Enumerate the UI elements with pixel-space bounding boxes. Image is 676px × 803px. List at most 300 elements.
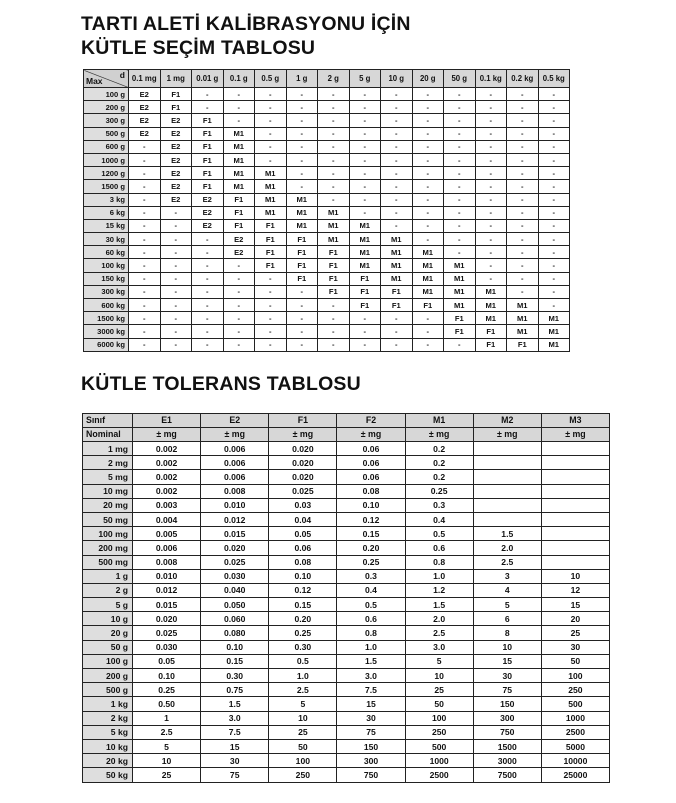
tolerance-cell: 2.5 [473, 555, 541, 569]
tolerance-row-nominal: 10 g [83, 612, 133, 626]
selection-cell: M1 [223, 180, 255, 193]
tolerance-body [83, 442, 610, 783]
tolerance-cell: 0.30 [269, 640, 337, 654]
selection-cell: - [381, 153, 413, 166]
selection-cell: M1 [538, 338, 570, 351]
selection-cell: E2 [160, 140, 192, 153]
selection-cell: - [475, 219, 507, 232]
selection-cell: E2 [223, 233, 255, 246]
selection-cell: - [286, 325, 318, 338]
selection-cell: M1 [223, 167, 255, 180]
selection-cell: - [349, 325, 381, 338]
tolerance-cell [541, 527, 609, 541]
selection-cell: - [286, 180, 318, 193]
tolerance-cell: 75 [201, 768, 269, 782]
selection-cell: - [160, 285, 192, 298]
selection-cell: - [318, 312, 350, 325]
tolerance-row-nominal: 50 kg [83, 768, 133, 782]
tolerance-cell: 10000 [541, 754, 609, 768]
selection-cell: - [538, 193, 570, 206]
selection-cell: E2 [129, 114, 161, 127]
tolerance-cell: 0.008 [201, 484, 269, 498]
selection-cell: - [255, 153, 287, 166]
tolerance-cell [541, 498, 609, 512]
selection-cell: F1 [475, 325, 507, 338]
selection-cell: - [412, 219, 444, 232]
selection-cell: M1 [412, 259, 444, 272]
tolerance-row-nominal: 5 g [83, 598, 133, 612]
tolerance-cell: 15 [473, 654, 541, 668]
tolerance-row [83, 512, 610, 526]
selection-cell: - [381, 88, 413, 101]
selection-cell: - [538, 299, 570, 312]
tolerance-cell: 100 [269, 754, 337, 768]
selection-cell: - [318, 101, 350, 114]
tolerance-row [83, 456, 610, 470]
selection-cell: - [444, 180, 476, 193]
tolerance-cell: 6 [473, 612, 541, 626]
selection-row-max: 600 kg [84, 299, 129, 312]
tolerance-cell: 0.10 [269, 569, 337, 583]
tolerance-row [83, 669, 610, 683]
selection-row-max: 200 g [84, 101, 129, 114]
tolerance-cell: 0.006 [133, 541, 201, 555]
selection-cell: - [349, 193, 381, 206]
tolerance-cell: 750 [473, 725, 541, 739]
selection-cell: - [507, 219, 539, 232]
selection-row-max: 30 kg [84, 233, 129, 246]
tolerance-cell: 0.020 [269, 470, 337, 484]
selection-cell: F1 [444, 325, 476, 338]
selection-cell: - [192, 285, 224, 298]
tolerance-cell: 0.006 [201, 456, 269, 470]
selection-row-max: 300 kg [84, 285, 129, 298]
selection-cell: - [255, 140, 287, 153]
selection-row [84, 127, 570, 140]
tolerance-cell: 5 [269, 697, 337, 711]
selection-cell: - [538, 114, 570, 127]
tolerance-cell: 250 [405, 725, 473, 739]
tolerance-cell: 1.5 [405, 598, 473, 612]
selection-cell: M1 [475, 285, 507, 298]
selection-row-max: 100 g [84, 88, 129, 101]
tolerance-cell: 0.10 [337, 498, 405, 512]
selection-cell: F1 [318, 246, 350, 259]
selection-cell: - [507, 272, 539, 285]
selection-cell: - [507, 193, 539, 206]
tolerance-unit-header: ± mg [201, 428, 269, 442]
selection-cell: - [507, 153, 539, 166]
tolerance-cell: 75 [337, 725, 405, 739]
tolerance-cell [541, 541, 609, 555]
tolerance-cell: 3.0 [337, 669, 405, 683]
selection-cell: - [412, 167, 444, 180]
selection-body [84, 88, 570, 352]
tolerance-cell: 0.040 [201, 583, 269, 597]
tolerance-cell: 1.5 [337, 654, 405, 668]
selection-cell: M1 [349, 259, 381, 272]
tolerance-cell: 2500 [405, 768, 473, 782]
tolerance-unit-header: ± mg [405, 428, 473, 442]
selection-cell: - [507, 88, 539, 101]
selection-cell: M1 [349, 233, 381, 246]
tolerance-cell: 5 [473, 598, 541, 612]
selection-cell: - [255, 272, 287, 285]
selection-cell: - [507, 285, 539, 298]
selection-cell: - [255, 101, 287, 114]
tolerance-cell [541, 456, 609, 470]
selection-row-max: 3000 kg [84, 325, 129, 338]
selection-cell: - [286, 312, 318, 325]
selection-cell: - [255, 127, 287, 140]
selection-cell: F1 [349, 285, 381, 298]
tolerance-cell: 0.06 [337, 442, 405, 456]
tolerance-cell: 25 [405, 683, 473, 697]
selection-cell: - [444, 167, 476, 180]
selection-cell: - [412, 140, 444, 153]
tolerance-row [83, 527, 610, 541]
selection-cell: - [318, 193, 350, 206]
selection-cell: - [381, 325, 413, 338]
tolerance-header-class-row [83, 414, 610, 428]
selection-cell: - [160, 338, 192, 351]
selection-cell: - [475, 206, 507, 219]
selection-row [84, 325, 570, 338]
tolerance-row-nominal: 20 mg [83, 498, 133, 512]
selection-cell: - [475, 153, 507, 166]
tolerance-cell: 25000 [541, 768, 609, 782]
tolerance-row-nominal: 1 mg [83, 442, 133, 456]
selection-cell: - [475, 259, 507, 272]
tolerance-cell: 0.005 [133, 527, 201, 541]
tolerance-class-header: M1 [405, 414, 473, 428]
selection-cell: - [507, 127, 539, 140]
tolerance-cell: 1.5 [473, 527, 541, 541]
selection-cell: F1 [412, 299, 444, 312]
tolerance-cell: 7.5 [337, 683, 405, 697]
selection-cell: M1 [444, 272, 476, 285]
tolerance-cell: 0.12 [337, 512, 405, 526]
tolerance-cell: 0.020 [201, 541, 269, 555]
tolerance-cell: 1.0 [269, 669, 337, 683]
selection-cell: - [318, 140, 350, 153]
tolerance-cell: 0.012 [133, 583, 201, 597]
tolerance-cell: 10 [541, 569, 609, 583]
selection-cell: - [538, 180, 570, 193]
selection-cell: M1 [255, 167, 287, 180]
selection-cell: - [192, 233, 224, 246]
tolerance-cell: 1000 [405, 754, 473, 768]
tolerance-class-header: M2 [473, 414, 541, 428]
selection-cell: - [538, 206, 570, 219]
selection-cell: M1 [412, 285, 444, 298]
tolerance-cell: 0.020 [133, 612, 201, 626]
selection-cell: M1 [223, 153, 255, 166]
selection-row-max: 1200 g [84, 167, 129, 180]
tolerance-cell: 0.06 [337, 470, 405, 484]
selection-cell: - [444, 101, 476, 114]
selection-cell: - [381, 140, 413, 153]
selection-cell: M1 [444, 285, 476, 298]
selection-cell: F1 [192, 114, 224, 127]
selection-cell: - [507, 259, 539, 272]
selection-column-header: 0.01 g [192, 70, 224, 88]
selection-column-header: 0.1 g [223, 70, 255, 88]
selection-cell: E2 [160, 167, 192, 180]
selection-cell: - [223, 299, 255, 312]
tolerance-cell: 50 [541, 654, 609, 668]
selection-cell: F1 [192, 127, 224, 140]
tolerance-cell: 3 [473, 569, 541, 583]
selection-cell: M1 [318, 219, 350, 232]
selection-row [84, 180, 570, 193]
tolerance-row-nominal: 1 kg [83, 697, 133, 711]
tolerance-table [82, 413, 610, 783]
tolerance-cell: 10 [133, 754, 201, 768]
tolerance-cell [541, 442, 609, 456]
tolerance-row-nominal: 1 g [83, 569, 133, 583]
selection-cell: - [192, 88, 224, 101]
selection-cell: - [223, 272, 255, 285]
selection-row-max: 500 g [84, 127, 129, 140]
selection-cell: - [286, 285, 318, 298]
tolerance-cell: 0.5 [337, 598, 405, 612]
tolerance-cell: 0.30 [201, 669, 269, 683]
selection-cell: M1 [444, 259, 476, 272]
selection-cell: - [444, 114, 476, 127]
selection-row-max: 15 kg [84, 219, 129, 232]
selection-cell: - [538, 219, 570, 232]
tolerance-cell: 20 [541, 612, 609, 626]
tolerance-cell: 150 [337, 739, 405, 753]
selection-cell: - [223, 325, 255, 338]
selection-cell: - [129, 140, 161, 153]
selection-cell: - [444, 153, 476, 166]
tolerance-cell: 0.08 [337, 484, 405, 498]
selection-cell: - [538, 88, 570, 101]
tolerance-cell: 0.012 [201, 512, 269, 526]
selection-row-max: 3 kg [84, 193, 129, 206]
selection-cell: - [255, 338, 287, 351]
selection-cell: F1 [255, 233, 287, 246]
selection-cell: - [507, 101, 539, 114]
tolerance-cell: 0.05 [133, 654, 201, 668]
selection-cell: - [286, 299, 318, 312]
tolerance-cell: 0.030 [133, 640, 201, 654]
selection-cell: - [160, 312, 192, 325]
tolerance-cell: 12 [541, 583, 609, 597]
selection-cell: M1 [255, 193, 287, 206]
selection-cell: - [286, 127, 318, 140]
selection-cell: E2 [160, 114, 192, 127]
tolerance-cell: 0.10 [133, 669, 201, 683]
selection-cell: M1 [538, 312, 570, 325]
selection-cell: F1 [286, 272, 318, 285]
selection-cell: F1 [381, 285, 413, 298]
selection-cell: F1 [160, 88, 192, 101]
selection-cell: - [129, 325, 161, 338]
selection-cell: - [412, 88, 444, 101]
selection-cell: - [129, 193, 161, 206]
selection-column-header: 20 g [412, 70, 444, 88]
selection-cell: M1 [349, 246, 381, 259]
tolerance-cell: 0.20 [269, 612, 337, 626]
selection-cell: M1 [507, 299, 539, 312]
tolerance-cell [473, 498, 541, 512]
selection-cell: - [444, 233, 476, 246]
tolerance-cell: 0.004 [133, 512, 201, 526]
tolerance-row [83, 683, 610, 697]
selection-row [84, 101, 570, 114]
tolerance-row [83, 626, 610, 640]
selection-cell: - [286, 153, 318, 166]
selection-row [84, 272, 570, 285]
tolerance-cell: 0.080 [201, 626, 269, 640]
tolerance-row-nominal: 50 g [83, 640, 133, 654]
tolerance-cell: 5 [405, 654, 473, 668]
tolerance-cell [541, 512, 609, 526]
selection-corner-cell [84, 70, 129, 88]
tolerance-cell: 0.2 [405, 470, 473, 484]
selection-cell: - [444, 140, 476, 153]
tolerance-cell: 4 [473, 583, 541, 597]
selection-cell: - [129, 219, 161, 232]
tolerance-cell: 0.15 [337, 527, 405, 541]
selection-cell: F1 [444, 312, 476, 325]
selection-row [84, 206, 570, 219]
selection-cell: F1 [318, 285, 350, 298]
selection-row-max: 1500 g [84, 180, 129, 193]
selection-cell: - [160, 325, 192, 338]
tolerance-cell: 10 [473, 640, 541, 654]
tolerance-cell: 0.020 [269, 456, 337, 470]
tolerance-cell: 1.0 [337, 640, 405, 654]
tolerance-row-nominal: 2 g [83, 583, 133, 597]
tolerance-cell: 30 [337, 711, 405, 725]
tolerance-cell: 3.0 [405, 640, 473, 654]
selection-cell: M1 [255, 180, 287, 193]
tolerance-class-header: F1 [269, 414, 337, 428]
selection-cell: - [475, 127, 507, 140]
tolerance-cell: 0.8 [337, 626, 405, 640]
selection-cell: - [129, 285, 161, 298]
tolerance-cell: 2.5 [269, 683, 337, 697]
tolerance-cell: 25 [541, 626, 609, 640]
tolerance-row-nominal: 5 kg [83, 725, 133, 739]
selection-cell: - [318, 127, 350, 140]
tolerance-cell: 0.025 [269, 484, 337, 498]
selection-cell: - [381, 219, 413, 232]
selection-cell: E2 [160, 193, 192, 206]
selection-cell: E2 [129, 101, 161, 114]
tolerance-cell: 1.0 [405, 569, 473, 583]
selection-cell: - [318, 153, 350, 166]
tolerance-cell: 0.010 [133, 569, 201, 583]
selection-cell: - [286, 338, 318, 351]
selection-cell: - [255, 312, 287, 325]
tolerance-cell: 50 [269, 739, 337, 753]
tolerance-unit-header: ± mg [473, 428, 541, 442]
selection-column-header: 50 g [444, 70, 476, 88]
tolerance-cell: 25 [269, 725, 337, 739]
selection-cell: - [129, 233, 161, 246]
selection-cell: F1 [160, 101, 192, 114]
selection-cell: - [255, 299, 287, 312]
selection-cell: - [381, 180, 413, 193]
tolerance-cell: 2.0 [473, 541, 541, 555]
selection-cell: M1 [286, 219, 318, 232]
tolerance-cell: 0.03 [269, 498, 337, 512]
selection-cell: - [444, 206, 476, 219]
selection-column-header: 1 mg [160, 70, 192, 88]
selection-cell: - [381, 312, 413, 325]
selection-cell: F1 [318, 259, 350, 272]
tolerance-cell: 0.010 [201, 498, 269, 512]
selection-cell: F1 [192, 180, 224, 193]
selection-cell: - [192, 338, 224, 351]
selection-cell: - [349, 167, 381, 180]
tolerance-cell: 1000 [541, 711, 609, 725]
selection-cell: - [381, 338, 413, 351]
selection-cell: E2 [192, 193, 224, 206]
selection-row-max: 300 g [84, 114, 129, 127]
tolerance-cell: 0.003 [133, 498, 201, 512]
selection-cell: F1 [255, 219, 287, 232]
selection-cell: - [538, 167, 570, 180]
selection-column-header: 0.1 kg [475, 70, 507, 88]
selection-column-header: 2 g [318, 70, 350, 88]
tolerance-row [83, 569, 610, 583]
tolerance-cell: 0.015 [133, 598, 201, 612]
selection-cell: M1 [286, 193, 318, 206]
selection-column-header: 0.5 g [255, 70, 287, 88]
selection-cell: - [538, 246, 570, 259]
tolerance-row [83, 583, 610, 597]
selection-cell: - [318, 180, 350, 193]
tolerance-cell: 500 [405, 739, 473, 753]
selection-cell: M1 [412, 246, 444, 259]
tolerance-cell: 0.020 [269, 442, 337, 456]
tolerance-cell: 0.4 [337, 583, 405, 597]
tolerance-cell: 0.025 [201, 555, 269, 569]
selection-cell: - [318, 88, 350, 101]
tolerance-cell: 10 [405, 669, 473, 683]
tolerance-cell: 0.12 [269, 583, 337, 597]
tolerance-cell [473, 512, 541, 526]
selection-cell: - [318, 325, 350, 338]
selection-cell: - [507, 167, 539, 180]
tolerance-cell: 0.002 [133, 484, 201, 498]
header-sinif: Sınıf [83, 414, 133, 428]
selection-cell: F1 [192, 167, 224, 180]
tolerance-cell: 10 [269, 711, 337, 725]
tolerance-row [83, 612, 610, 626]
selection-cell: - [160, 219, 192, 232]
selection-cell: E2 [192, 206, 224, 219]
selection-cell: - [381, 127, 413, 140]
tolerance-cell: 0.030 [201, 569, 269, 583]
tolerance-cell: 75 [473, 683, 541, 697]
tolerance-cell: 0.2 [405, 456, 473, 470]
tolerance-row-nominal: 2 kg [83, 711, 133, 725]
selection-cell: - [192, 259, 224, 272]
selection-cell: M1 [318, 206, 350, 219]
tolerance-cell: 15 [541, 598, 609, 612]
selection-cell: - [475, 101, 507, 114]
selection-cell: F1 [223, 193, 255, 206]
selection-cell: - [507, 233, 539, 246]
tolerance-row-nominal: 200 g [83, 669, 133, 683]
